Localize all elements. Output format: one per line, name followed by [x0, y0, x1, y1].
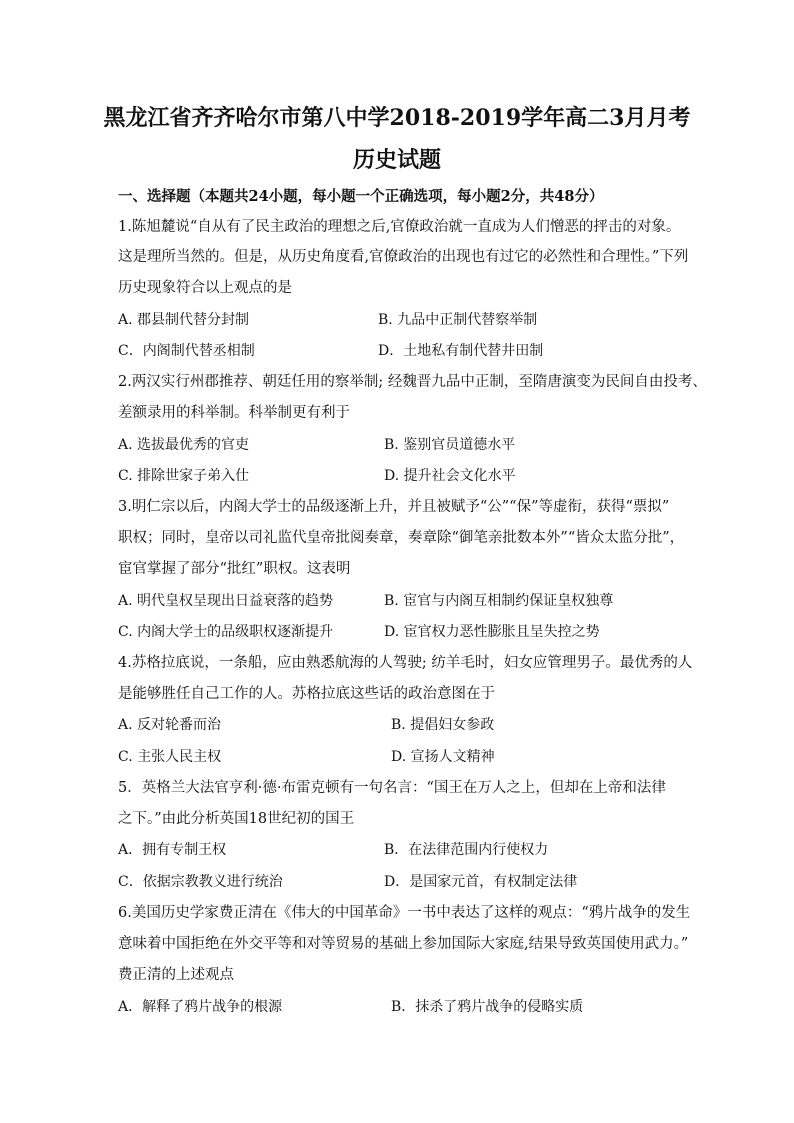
- question-5-option-a: A．拥有专制王权: [118, 842, 227, 858]
- question-6-option-a: A．解释了鸦片战争的根源: [118, 999, 283, 1015]
- question-5-option-d: D．是国家元首，有权制定法律: [384, 874, 578, 890]
- question-5-option-c: C．依据宗教教义进行统治: [118, 874, 283, 890]
- section-heading: 一、选择题（本题共24小题，每小题一个正确选项，每小题2分，共48分）: [118, 188, 604, 205]
- question-3-option-c: C. 内阁大学士的品级职权逐渐提升: [118, 624, 334, 640]
- question-2-line: 差额录用的科举制。科举制更有利于: [118, 405, 350, 421]
- question-3-option-d: D. 宦官权力恶性膨胀且呈失控之势: [384, 624, 600, 640]
- question-1-option-c: C．内阁制代替丞相制: [118, 343, 255, 359]
- question-4-option-d: D. 宣扬人文精神: [391, 749, 495, 765]
- question-4-option-a: A. 反对轮番而治: [118, 717, 222, 733]
- question-6-line: 费正清的上述观点: [118, 967, 234, 983]
- question-5-line: 之下。”由此分析英国18世纪初的国王: [118, 811, 355, 827]
- question-3-option-a: A. 明代皇权呈现出日益衰落的趋势: [118, 593, 334, 609]
- exam-subject: 历史试题: [352, 147, 441, 173]
- question-2-option-c: C. 排除世家子弟入仕: [118, 468, 250, 484]
- question-1-option-d: D．土地私有制代替井田制: [378, 343, 544, 359]
- question-2-line: 2.两汉实行州郡推荐、朝廷任用的察举制; 经魏晋九品中正制，至隋唐演变为民间自由投考、: [118, 374, 707, 390]
- question-1-option-b: B. 九品中正制代替察举制: [378, 312, 538, 328]
- question-5-line: 5．英格兰大法官亨利·德·布雷克顿有一句名言：“国王在万人之上，但却在上帝和法律: [118, 780, 666, 796]
- question-2-option-b: B. 鉴别官员道德水平: [384, 437, 516, 453]
- question-1-option-a: A. 郡县制代替分封制: [118, 312, 250, 328]
- question-1-line: 历史现象符合以上观点的是: [118, 280, 292, 296]
- question-4-line: 是能够胜任自己工作的人。苏格拉底这些话的政治意图在于: [118, 686, 495, 702]
- question-1-line: 这是理所当然的。但是，从历史角度看,官僚政治的出现也有过它的必然性和合理性。”下列: [118, 249, 689, 265]
- question-3-line: 职权；同时，皇帝以司礼监代皇帝批阅奏章，奏章除“御笔亲批数本外”“皆众太监分批”，: [118, 530, 685, 546]
- question-2-option-a: A. 选拔最优秀的官吏: [118, 437, 250, 453]
- question-5-option-b: B．在法律范围内行使权力: [384, 842, 549, 858]
- question-6-option-b: B．抹杀了鸦片战争的侵略实质: [391, 999, 584, 1015]
- question-4-option-c: C. 主张人民主权: [118, 749, 222, 765]
- question-2-option-d: D. 提升社会文化水平: [384, 468, 516, 484]
- question-3-line: 3.明仁宗以后，内阁大学士的品级逐渐上升，并且被赋予“公”“保”等虚衔，获得“票拟”: [118, 499, 670, 515]
- question-1-line: 1.陈旭麓说“自从有了民主政治的理想之后,官僚政治就一直成为人们憎恶的抨击的对象。: [118, 219, 681, 235]
- exam-title: 黑龙江省齐齐哈尔市第八中学2018-2019学年高二3月月考: [103, 105, 691, 131]
- question-4-line: 4.苏格拉底说，一条船，应由熟悉航海的人驾驶; 纺羊毛时，妇女应管理男子。最优秀的人: [118, 655, 693, 671]
- question-6-line: 意味着中国拒绝在外交平等和对等贸易的基础上参加国际大家庭,结果导致英国使用武力。”: [118, 936, 689, 952]
- question-4-option-b: B. 提倡妇女参政: [391, 717, 495, 733]
- question-3-line: 宦官掌握了部分“批红”职权。这表明: [118, 561, 351, 577]
- question-3-option-b: B. 宦官与内阁互相制约保证皇权独尊: [384, 593, 614, 609]
- question-6-line: 6.美国历史学家费正清在《伟大的中国革命》一书中表达了这样的观点：“鸦片战争的发生: [118, 905, 691, 921]
